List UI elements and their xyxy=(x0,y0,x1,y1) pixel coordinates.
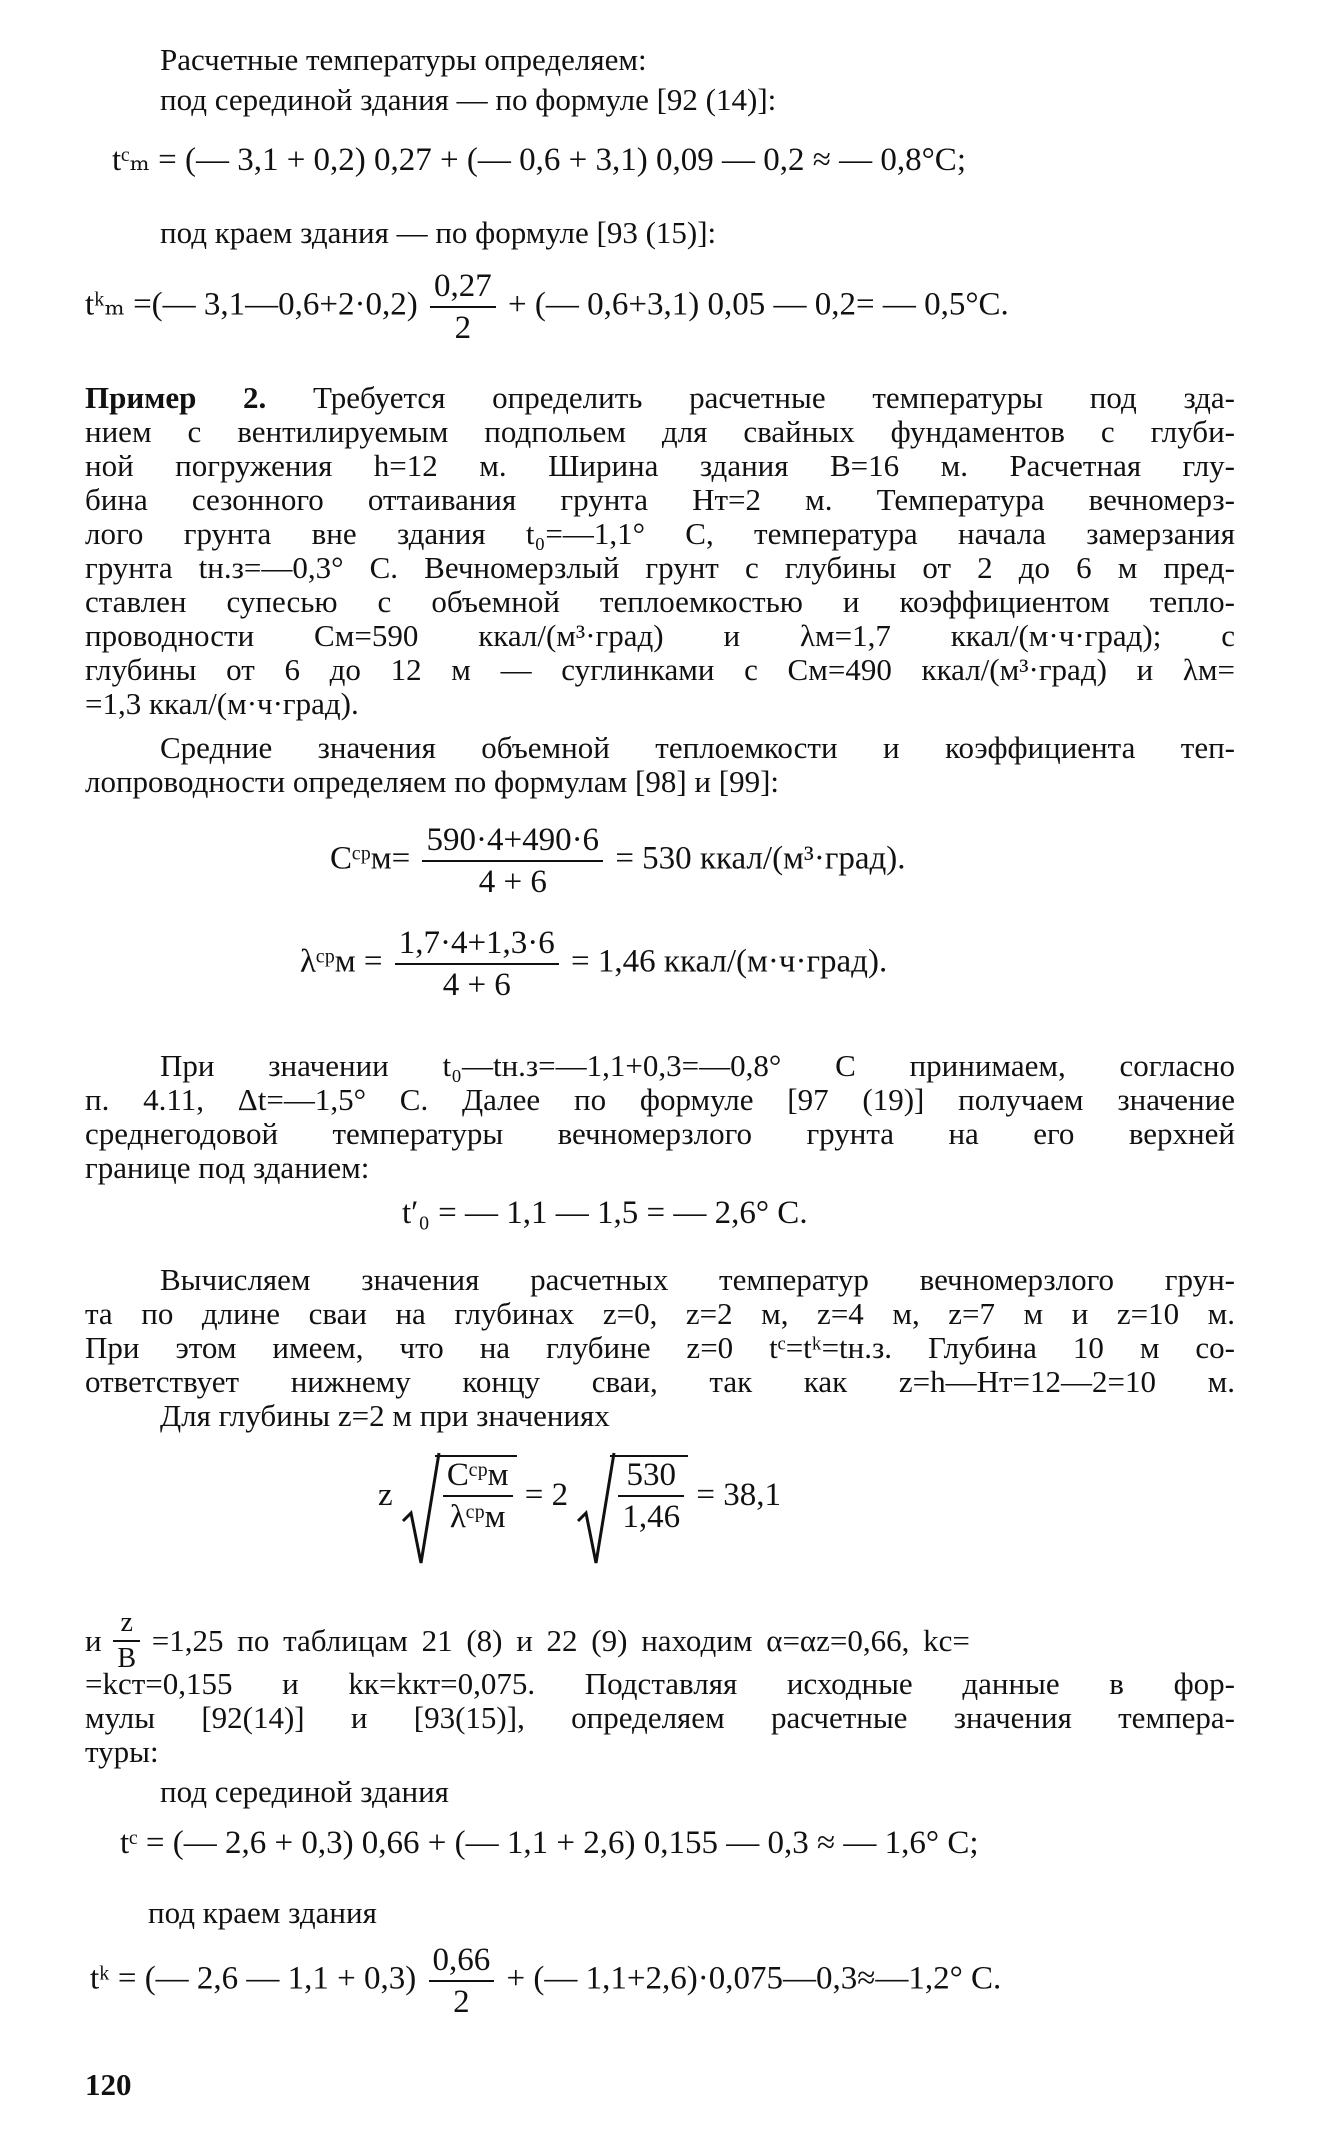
sqrt-expression xyxy=(401,1455,517,1535)
text-line xyxy=(85,1608,1235,1674)
text-line: туры: xyxy=(85,1734,159,1769)
fraction xyxy=(395,925,559,1003)
fraction-numerator: Cᶜᵖм xyxy=(443,1457,513,1497)
text-line: При значении t₀—tн.з=—1,1+0,3=—0,8° С принимаем, согласно xyxy=(160,1048,1235,1083)
fraction-denominator: 4 + 6 xyxy=(442,967,511,1003)
text-line: глубины от 6 до 12 м — суглинками с Cм=490 ккал/(м³·град) и λм= xyxy=(85,652,1235,687)
fraction xyxy=(618,1457,684,1535)
formula-avg-conductivity xyxy=(300,925,887,1003)
radical-sign-icon xyxy=(401,1451,441,1571)
text-line: Для глубины z=2 м при значениях xyxy=(160,1398,610,1433)
text-line: Вычисляем значения расчетных температур вечномерзлого грун- xyxy=(160,1262,1235,1297)
radicand xyxy=(435,1455,517,1535)
text-line: =1,3 ккал/(м·ч·град). xyxy=(85,686,359,721)
text-line: ставлен супесью с объемной теплоемкостью и коэффициентом тепло- xyxy=(85,584,1235,619)
fraction-numerator: 590·4+490·6 xyxy=(422,822,603,862)
formula-upper-boundary-temp: t′₀ = — 1,1 — 1,5 = — 2,6° С. xyxy=(402,1195,808,1231)
text-line: бина сезонного оттаивания грунта Hт=2 м. Температура вечномерз- xyxy=(85,482,1235,517)
formula-part: = 1,46 ккал/(м·ч·град). xyxy=(571,943,888,980)
fraction xyxy=(113,1608,140,1674)
formula-part: = 2 xyxy=(524,1477,569,1513)
formula-sqrt-ratio xyxy=(378,1455,781,1595)
formula-part: + (— 1,1+2,6)·0,075—0,3≈—1,2° С. xyxy=(506,1960,1002,1997)
text-line: Средние значения объемной теплоемкости и коэффициента теп- xyxy=(160,730,1235,765)
fraction-numerator: 0,66 xyxy=(429,1942,495,1982)
formula-center-temp-result: tᶜ = (— 2,6 + 0,3) 0,66 + (— 1,1 + 2,6) 0,155 — 0,3 ≈ — 1,6° С; xyxy=(120,1825,979,1861)
text-span: Требуется определить расчетные температуры под зда- xyxy=(313,380,1235,415)
text-line: лого грунта вне здания t₀=—1,1° С, температура начала замерзания xyxy=(85,516,1235,551)
fraction-numerator: 0,27 xyxy=(430,268,496,308)
fraction-numerator: 530 xyxy=(618,1457,684,1497)
text-line xyxy=(85,380,1235,416)
text-line: При этом имеем, что на глубине z=0 tᶜ=tᵏ=tн.з. Глубина 10 м со- xyxy=(85,1330,1235,1365)
formula-edge-temp-result xyxy=(90,1942,1001,2020)
fraction-numerator: z xyxy=(113,1608,140,1642)
radical-sign-icon xyxy=(576,1451,616,1571)
text-line: границе под зданием: xyxy=(85,1150,370,1185)
fraction-denominator: 1,46 xyxy=(622,1499,681,1535)
text-line: ной погружения h=12 м. Ширина здания B=16 м. Расчетная глу- xyxy=(85,448,1235,483)
text-line: ответствует нижнему концу сваи, так как z=h—Hт=12—2=10 м. xyxy=(85,1364,1235,1399)
formula-part: tᵏ = (— 2,6 — 1,1 + 0,3) xyxy=(90,1960,417,1997)
fraction xyxy=(422,822,603,900)
text-line: нием с вентилируемым подпольем для свайных фундаментов с глуби- xyxy=(85,414,1235,449)
text-line: лопроводности определяем по формулам [98] и [99]: xyxy=(85,764,780,799)
text-line: грунта tн.з=—0,3° С. Вечномерзлый грунт с глубины от 2 до 6 м пред- xyxy=(85,550,1235,585)
formula-part: = 530 ккал/(м³·град). xyxy=(615,840,906,877)
fraction-denominator: λᶜᵖм xyxy=(449,1499,506,1535)
text-line: проводности Cм=590 ккал/(м³·град) и λм=1,7 ккал/(м·ч·град); с xyxy=(85,618,1235,653)
formula-part: λᶜᵖм = xyxy=(300,943,383,980)
formula-part: tᵏₘ =(— 3,1—0,6+2·0,2) xyxy=(85,286,418,323)
text-line: под серединой здания xyxy=(160,1774,449,1809)
fraction-numerator: 1,7·4+1,3·6 xyxy=(395,925,559,965)
text-line: мулы [92(14)] и [93(15)], определяем расчетные значения темпера- xyxy=(85,1700,1235,1735)
text-line: та по длине сваи на глубинах z=0, z=2 м, z=4 м, z=7 м и z=10 м. xyxy=(85,1296,1235,1331)
fraction-denominator: B xyxy=(117,1643,137,1674)
text-span: и xyxy=(85,1623,102,1658)
text-line: под краем здания xyxy=(148,1895,377,1930)
formula-edge-temp xyxy=(85,268,1009,346)
example-label: Пример 2. xyxy=(85,380,267,415)
formula-part: = 38,1 xyxy=(696,1477,782,1513)
text-line: =kcт=0,155 и kк=kкт=0,075. Подставляя исходные данные в фор- xyxy=(85,1666,1235,1701)
text-line: под серединой здания — по формуле [92 (14)]: xyxy=(160,82,777,117)
fraction-denominator: 4 + 6 xyxy=(478,864,547,900)
fraction-denominator: 2 xyxy=(453,1984,470,2020)
text-span: =1,25 по таблицам 21 (8) и 22 (9) находим α=αz=0,66, kс= xyxy=(151,1623,970,1658)
fraction xyxy=(430,268,496,346)
sqrt-expression xyxy=(576,1455,688,1535)
text-line: Расчетные температуры определяем: xyxy=(160,42,647,77)
text-line: среднегодовой температуры вечномерзлого грунта на его верхней xyxy=(85,1116,1235,1151)
text-line: под краем здания — по формуле [93 (15)]: xyxy=(160,215,717,250)
fraction-denominator: 2 xyxy=(454,310,472,346)
formula-part: z xyxy=(378,1477,393,1513)
formula-avg-heat-capacity xyxy=(330,822,906,900)
formula-center-temp: tᶜₘ = (— 3,1 + 0,2) 0,27 + (— 0,6 + 3,1) 0,09 — 0,2 ≈ — 0,8°С; xyxy=(112,142,966,178)
fraction xyxy=(443,1457,513,1535)
formula-part: + (— 0,6+3,1) 0,05 — 0,2= — 0,5°С. xyxy=(508,286,1009,323)
text-line: п. 4.11, Δt=—1,5° С. Далее по формуле [97 (19)] получаем значение xyxy=(85,1082,1235,1117)
page-number: 120 xyxy=(85,2067,132,2102)
fraction xyxy=(429,1942,495,2020)
formula-part: Cᶜᵖм= xyxy=(330,840,411,877)
radicand xyxy=(610,1455,688,1535)
